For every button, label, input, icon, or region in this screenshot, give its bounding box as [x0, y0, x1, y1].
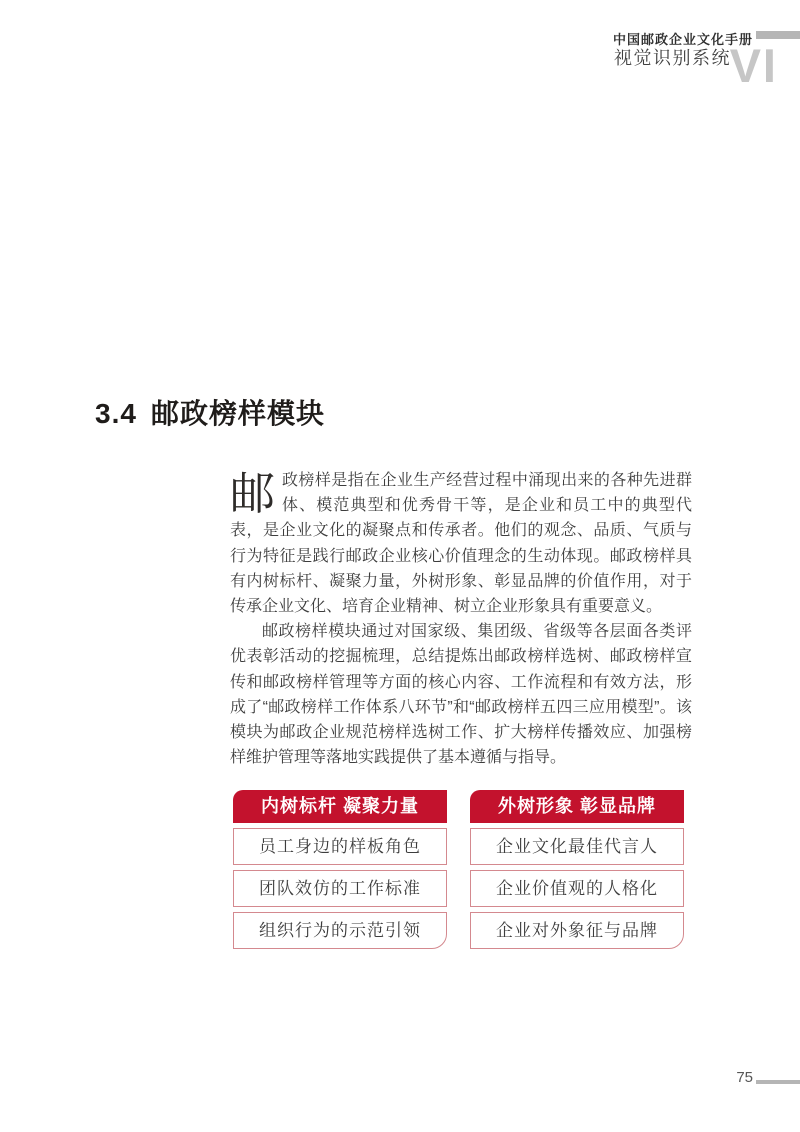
running-header [0, 0, 800, 110]
diagram-header-external: 外树形象 彰显品牌 [470, 790, 684, 823]
section-number: 3.4 [95, 398, 137, 429]
header-accent-bar [756, 31, 800, 39]
body-text [230, 468, 692, 770]
paragraph-1 [230, 468, 692, 619]
paragraph-1-text: 政榜样是指在企业生产经营过程中涌现出来的各种先进群体、模范典型和优秀骨干等，是企业和员工中的典型代表，是企业文化的凝聚点和传承者。他们的观念、品质、气质与行为特征是践行邮政企业核心价值理念的生动体现。邮政榜样具有内树标杆、凝聚力量，外树形象、彰显品牌的价值作用，对于传承企业文化、培育企业精神、树立企业形象具有重要意义。 [230, 472, 692, 616]
header-subtitle: 视觉识别系统 [614, 48, 731, 68]
page-number: 75 [736, 1069, 753, 1086]
role-model-diagram [233, 790, 684, 949]
book-title: 中国邮政企业文化手册 [612, 32, 753, 47]
diagram-column-external [470, 790, 684, 949]
section-title [95, 392, 325, 432]
dropcap-char: 邮 [230, 468, 276, 519]
vi-watermark: VI [729, 39, 778, 92]
section-title-text: 邮政榜样模块 [150, 398, 325, 429]
diagram-item: 企业文化最佳代言人 [470, 828, 684, 865]
diagram-item: 企业价值观的人格化 [470, 870, 684, 907]
diagram-item: 团队效仿的工作标准 [233, 870, 447, 907]
footer-accent-bar [756, 1080, 800, 1084]
paragraph-2: 邮政榜样模块通过对国家级、集团级、省级等各层面各类评优表彰活动的挖掘梳理，总结提炼出邮政榜样选树、邮政榜样宣传和邮政榜样管理等方面的核心内容、工作流程和有效方法，形成了“邮政榜样工作体系八环节”和“邮政榜样五四三应用模型”。该模块为邮政企业规范榜样选树工作、扩大榜样传播效应、加强榜样维护管理等落地实践提供了基本遵循与指导。 [230, 623, 692, 767]
diagram-item: 企业对外象征与品牌 [470, 912, 684, 949]
diagram-column-internal [233, 790, 447, 949]
diagram-header-internal: 内树标杆 凝聚力量 [233, 790, 447, 823]
diagram-item: 组织行为的示范引领 [233, 912, 447, 949]
diagram-item: 员工身边的样板角色 [233, 828, 447, 865]
